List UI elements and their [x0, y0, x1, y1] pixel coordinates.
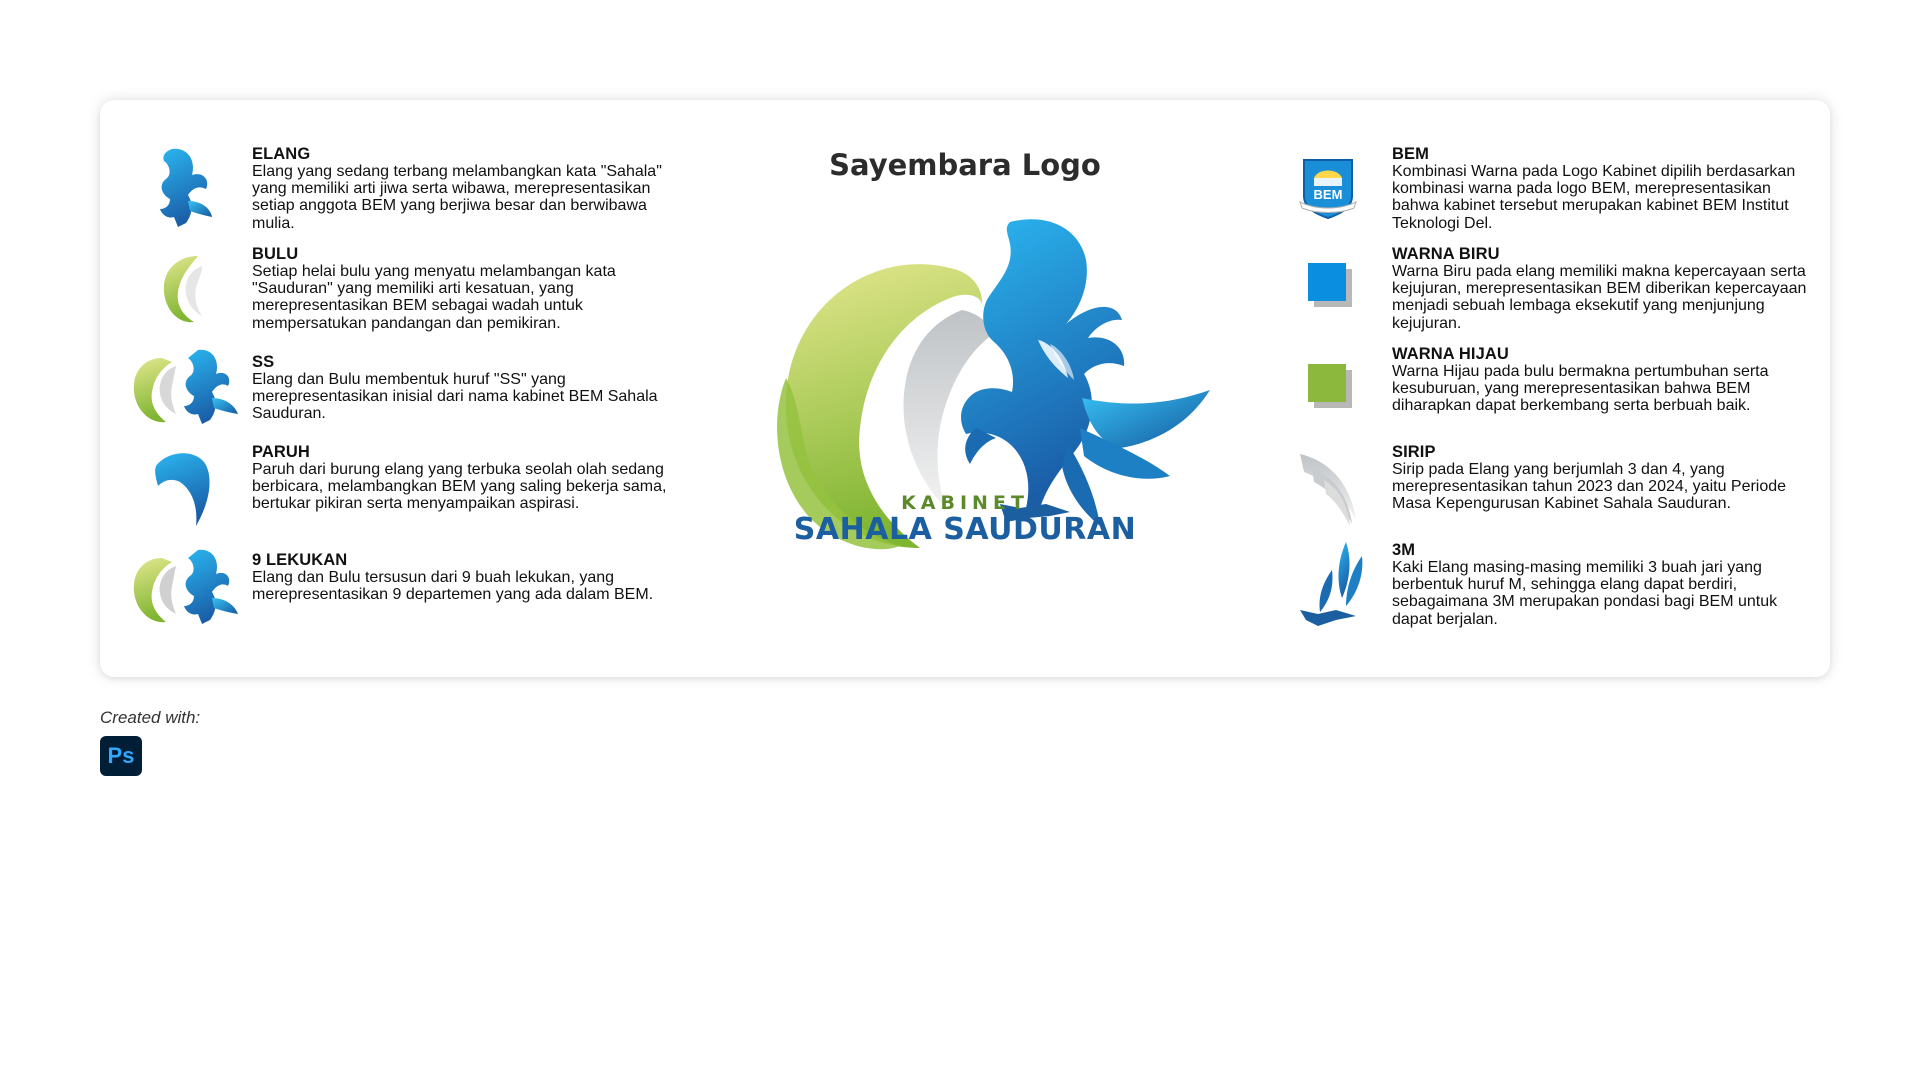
item-title: WARNA HIJAU — [1392, 345, 1509, 363]
item-description: Kombinasi Warna pada Logo Kabinet dipilih berdasarkan kombinasi warna pada logo BEM, merepresentasikan bahwa kabinet tersebut merupakan kabinet BEM Institut Teknologi Del. — [1392, 163, 1796, 232]
item-description: Paruh dari burung elang yang terbuka seolah olah sedang berbicara, melambangkan BEM yang saling bekerja sama, bertukar pikiran serta menyampaikan aspirasi. — [252, 461, 667, 513]
item-bem — [1392, 146, 1812, 232]
item-title: WARNA BIRU — [1392, 245, 1500, 263]
green-swatch — [1308, 364, 1352, 408]
ss-monogram-icon — [128, 348, 240, 432]
item-title: BEM — [1392, 145, 1429, 163]
created-with-label: Created with: — [100, 708, 201, 727]
item-title: BULU — [252, 245, 299, 263]
item-description: Kaki Elang masing-masing memiliki 3 buah jari yang berbentuk huruf M, sehingga elang dapat berdiri, sebagaimana 3M merupakan pondasi bagi BEM untuk dapat berjalan. — [1392, 559, 1778, 628]
item-description: Elang dan Bulu tersusun dari 9 buah lekukan, yang merepresentasikan 9 departemen yang ada dalam BEM. — [252, 569, 654, 604]
item-warna-biru — [1392, 246, 1812, 332]
item-title: ELANG — [252, 145, 311, 163]
fin-icon — [1296, 450, 1362, 530]
item-title: 3M — [1392, 541, 1416, 559]
feather-icon — [158, 252, 214, 326]
item-warna-hijau — [1392, 346, 1812, 415]
item-description: Elang yang sedang terbang melambangkan kata "Sahala" yang memiliki arti jiwa serta wibawa, merepresentasikan setiap anggota BEM yang berjiwa besar dan berwibawa mulia. — [252, 163, 662, 232]
page-title: Sayembara Logo — [829, 148, 1101, 182]
item-bulu — [252, 246, 672, 332]
eagle-claw-icon — [1296, 540, 1368, 628]
logo-presentation-card — [100, 100, 1830, 677]
item-description: Setiap helai bulu yang menyatu melambangan kata "Sauduran" yang memiliki arti kesatuan, yang merepresentasikan BEM sebagai wadah untuk mempersatukan pandangan dan pemikiran. — [252, 263, 616, 332]
item-title: SIRIP — [1392, 443, 1436, 461]
item-description: Elang dan Bulu membentuk huruf "SS" yang merepresentasikan inisial dari nama kabinet BEM Sahala Sauduran. — [252, 371, 658, 423]
bem-logo-icon — [1296, 156, 1360, 220]
item-3m — [1392, 542, 1812, 628]
cabinet-name: SAHALA SAUDURAN — [793, 512, 1137, 547]
bem-badge-text: BEM — [1313, 187, 1343, 202]
item-title: SS — [252, 353, 275, 371]
item-description: Sirip pada Elang yang berjumlah 3 dan 4, yang merepresentasikan tahun 2023 dan 2024, yaitu Periode Masa Kepengurusan Kabinet Sahala Sauduran. — [1392, 461, 1787, 513]
item-sirip — [1392, 444, 1812, 513]
nine-curves-icon — [128, 548, 240, 632]
item-ss — [252, 354, 672, 423]
kabinet-label: KABINET — [901, 492, 1029, 514]
item-title: 9 LEKUKAN — [252, 551, 348, 569]
item-9-lekukan — [252, 552, 672, 603]
item-title: PARUH — [252, 443, 310, 461]
blue-swatch — [1308, 263, 1352, 307]
item-description: Warna Biru pada elang memiliki makna kepercayaan serta kejujuran, merepresentasikan BEM diberikan kepercayaan menjadi sebuah lembaga eksekutif yang menjunjung kejujuran. — [1392, 263, 1807, 332]
item-description: Warna Hijau pada bulu bermakna pertumbuhan serta kesuburuan, yang merepresentasikan bahwa BEM diharapkan dapat berkembang serta berbuah baik. — [1392, 363, 1769, 415]
photoshop-icon: Ps — [100, 736, 142, 776]
